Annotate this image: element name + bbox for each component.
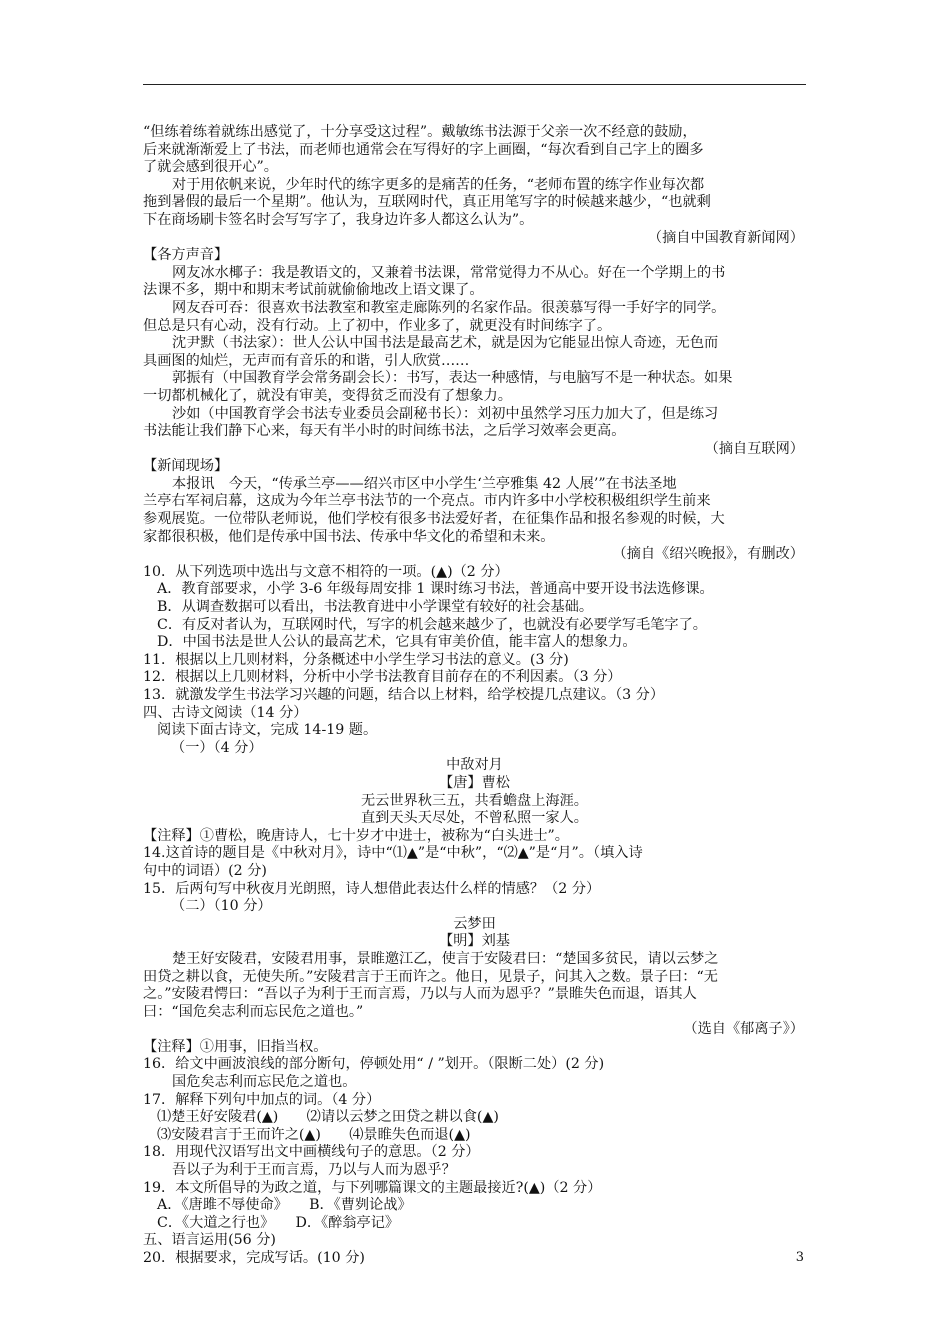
article-line: 后来就渐渐爱上了书法，而老师也通常会在写得好的字上画圈，“每次看到自己字上的圈多 [143, 141, 704, 158]
section-heading: 【新闻现场】 [143, 458, 229, 475]
source-citation: （选自《郁离子》） [683, 1021, 804, 1038]
news-line: 兰亭右军祠启幕，这成为今年兰亭书法节的一个亮点。市内许多中小学校积极组织学生前来 [143, 493, 711, 510]
option-a: A．教育部要求，小学 3-6 年级每周安排 1 课时练习书法，普通高中要开设书法选修课。 [157, 581, 714, 598]
poem-line: 直到天头天尽处，不曾私照一家人。 [360, 810, 588, 827]
option-d: D．中国书法是世人公认的最高艺术，它具有审美价值，能丰富人的想象力。 [157, 634, 637, 651]
article-line: “但练着练着就练出感觉了，十分享受这过程”。戴敏练书法源于父亲一次不经意的鼓励， [143, 124, 697, 140]
header-rule [143, 84, 806, 85]
section-heading: 【各方声音】 [143, 247, 229, 264]
page-content [143, 124, 806, 1268]
question-19-options: C．《大道之行也》 D．《醉翁亭记》 [157, 1214, 400, 1231]
option-b: B．从调查数据可以看出，书法教育进中小学课堂有较好的社会基础。 [157, 599, 594, 616]
prose-note: 【注释】①用事，旧指当权。 [143, 1038, 328, 1055]
prose-line: 田贷之耕以食，无使失所。”安陵君言于王而许之。他日，见景子，问其入之数。景子曰：“无 [143, 968, 718, 985]
article-line: 拖到暑假的最后一个星期”。他认为，互联网时代，真正用笔写字的时候越来越少，“也就剩 [143, 194, 711, 211]
voice-line: 沈尹默（书法家）：世人公认中国书法是最高艺术，就是因为它能显出惊人奇迹，无色而 [172, 335, 719, 352]
voice-line: 沙如（中国教育学会书法专业委员会副秘书长）：刘初中虽然学习压力加大了，但是练习 [172, 405, 719, 422]
question-15: 15．后两句写中秋夜月光朗照，诗人想借此表达什么样的情感？（2 分） [143, 880, 601, 897]
question-17: 17．解释下列句中加点的词。（4 分） [143, 1091, 381, 1108]
source-citation: （摘自互联网） [704, 440, 804, 457]
question-19: 19．本文所倡导的为政之道，与下列哪篇课文的主题最接近?(▲)（2 分） [143, 1179, 602, 1196]
poem-author: 【唐】曹松 [439, 774, 510, 791]
question-10: 10．从下列选项中选出与文意不相符的一项。(▲)（2 分） [143, 563, 509, 580]
voice-line: 一切都机械化了，就没有审美，变得贫乏而没有了想象力。 [143, 387, 512, 404]
source-citation: （摘自中国教育新闻网） [647, 229, 804, 246]
question-18: 18．用现代汉语写出文中画横线句子的意思。（2 分） [143, 1144, 480, 1161]
news-line: 家都很积极，他们是传承中国书法、传承中华文化的希望和未来。 [143, 528, 555, 545]
question-16: 16．给文中画波浪线的部分断句，停顿处用“ / ”划开。（限断二处）(2 分) [143, 1056, 605, 1073]
prose-title: 云梦田 [453, 915, 496, 932]
news-line: 本报讯 今天，“传承兰亭——绍兴市区中小学生‘兰亭雅集 42 人展’”在书法圣地 [172, 475, 677, 492]
option-c: C．有反对者认为，互联网时代，写字的机会越来越少了，也就没有必要学写毛笔字了。 [157, 616, 707, 633]
part-1-heading: （一）（4 分） [171, 739, 263, 756]
page-number: 3 [795, 1250, 804, 1265]
voice-line: 但总是只有心动，没有行动。上了初中，作业多了，就更没有时间练字了。 [143, 317, 612, 334]
question-20: 20．根据要求，完成写话。(10 分) [143, 1250, 365, 1266]
article-line: 了就会感到很开心”。 [143, 159, 278, 176]
voice-line: 郭振有（中国教育学会常务副会长）：书写，表达一种感情，与电脑写不是一种状态。如果 [172, 370, 733, 387]
prose-line: 楚王好安陵君，安陵君用事，景睢邀江乙，使言于安陵君曰：“楚国多贫民，请以云梦之 [172, 950, 719, 967]
part-2-heading: （二）（10 分） [171, 898, 272, 915]
article-line: 下在商场刷卡签名时会写写字了，我身边许多人都这么认为”。 [143, 211, 534, 228]
section-4-heading: 四、古诗文阅读（14 分） [143, 704, 308, 721]
news-line: 参观展览。一位带队老师说，他们学校有很多书法爱好者，在征集作品和报名参观的时候，大 [143, 511, 725, 528]
voice-line: 书法能让我们静下心来，每天有半小时的时间练书法，之后学习效率会更高。 [143, 423, 626, 440]
voice-line: 具画图的灿烂，无声而有音乐的和谐，引人欣赏…… [143, 352, 470, 369]
voice-line: 法课不多，期中和期末考试前就偷偷地改上语文课了。 [143, 282, 484, 299]
question-19-options: A．《唐雎不辱使命》 B．《曹刿论战》 [157, 1197, 412, 1214]
question-18-text: 吾以子为利于王而言焉，乃以与人而为恩乎？ [172, 1162, 456, 1179]
question-11: 11．根据以上几则材料，分条概述中小学生学习书法的意义。(3 分) [143, 651, 569, 668]
voice-line: 网友吞可吞：很喜欢书法教室和教室走廊陈列的名家作品。很羡慕写得一手好字的同学。 [172, 299, 726, 316]
poem-note: 【注释】①曹松，晚唐诗人，七十岁才中进士，被称为“白头进士”。 [143, 827, 569, 844]
prose-line: 之。”安陵君愕曰：“吾以子为利于王而言焉，乃以与人而为恩乎？”景睢失色而退，语其人 [143, 986, 697, 1003]
voice-line: 网友冰水椰子：我是教语文的，又兼着书法课，常常觉得力不从心。好在一个学期上的书 [172, 264, 726, 281]
article-line: 对于用依帆来说，少年时代的练字更多的是痛苦的任务，“老师布置的练字作业每次都 [172, 176, 705, 193]
source-citation: （摘自《绍兴晚报》，有删改） [612, 546, 804, 563]
question-13: 13．就激发学生书法学习兴趣的问题，结合以上材料，给学校提几点建议。（3 分） [143, 687, 665, 703]
poem-line: 无云世界秋三五，共看蟾盘上海涯。 [360, 792, 588, 809]
poem-title: 中敌对月 [446, 757, 503, 774]
question-14-cont: 句中的词语）(2 分) [143, 862, 267, 879]
prose-author: 【明】刘基 [439, 933, 510, 950]
question-17-items: ⑴楚王好安陵君(▲) ⑵请以云梦之田贷之耕以食(▲) [157, 1109, 499, 1126]
section-4-intro: 阅读下面古诗文，完成 14-19 题。 [157, 722, 378, 739]
section-5-heading: 五、语言运用(56 分) [143, 1232, 276, 1249]
prose-line: 曰：“国危矣志利而忘民危之道也。” [143, 1003, 364, 1020]
question-17-items: ⑶安陵君言于王而许之(▲) ⑷景睢失色而退(▲) [157, 1126, 471, 1143]
question-16-text: 国危矣志利而忘民危之道也。 [172, 1074, 357, 1091]
question-12: 12．根据以上几则材料，分析中小学书法教育目前存在的不利因素。（3 分） [143, 669, 622, 686]
question-14: 14.这首诗的题目是《中秋对月》，诗中“⑴▲”是“中秋”，“⑵▲”是“月”。（填入诗 [143, 845, 643, 862]
